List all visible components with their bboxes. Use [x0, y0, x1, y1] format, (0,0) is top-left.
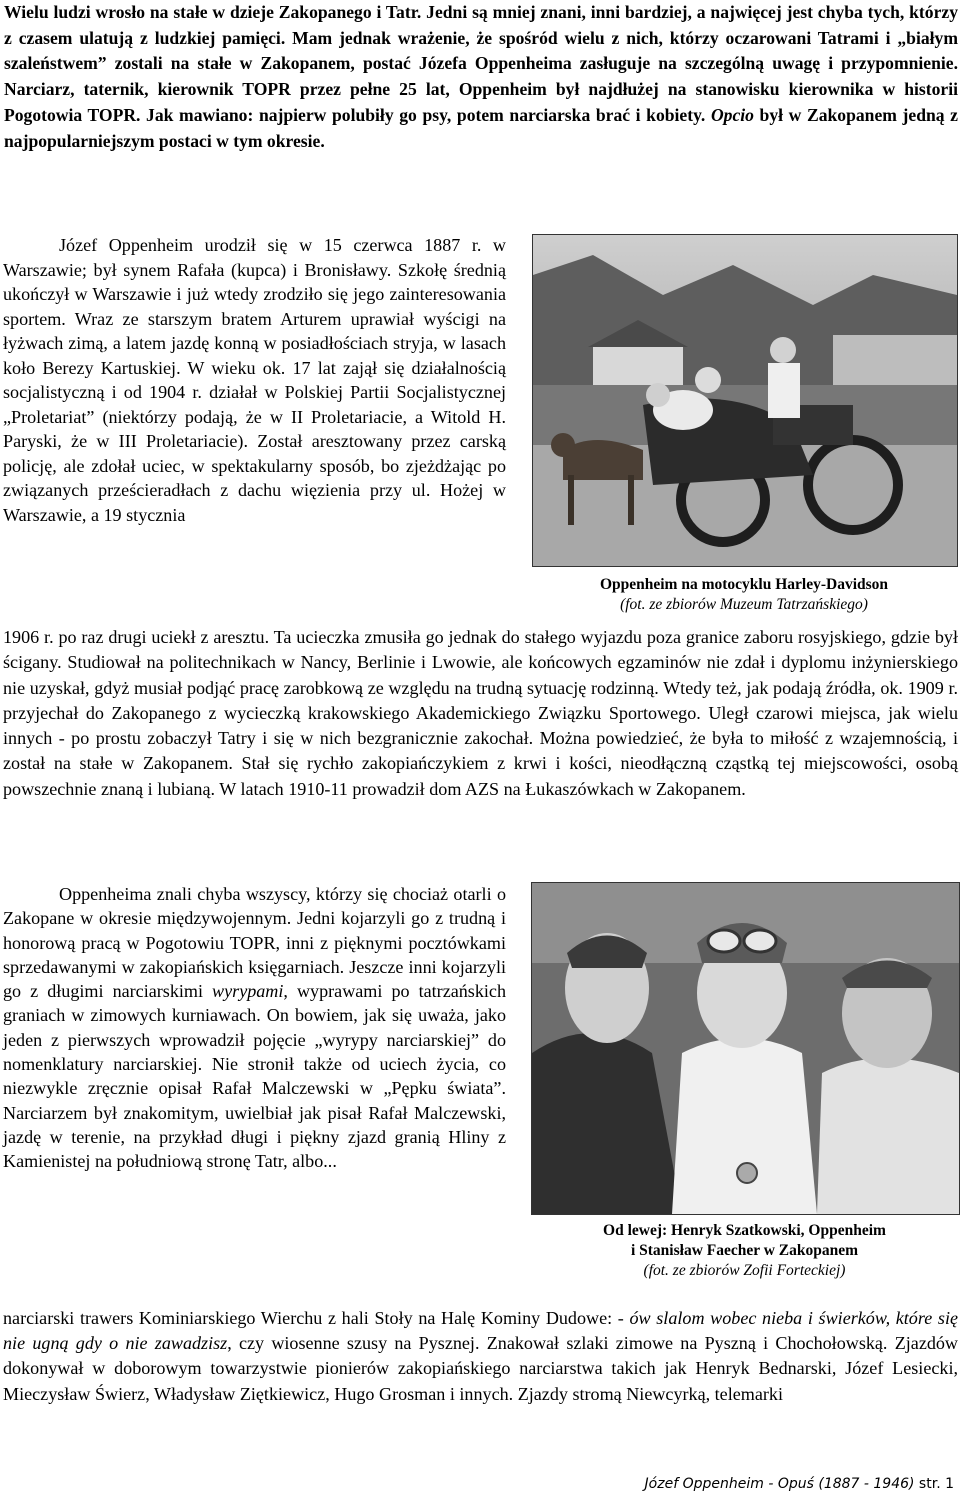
- intro-nickname: Opcio: [710, 104, 754, 125]
- page-number: str. 1: [914, 1476, 954, 1492]
- recognition-text-b: , wyprawami po tatrzańskich graniach w zimowych kurniawach. On bowiem, jak się uważa, jako jeden z pierwszych wprowadził pojęcie „wyrypy narciarskiej” do nomenklatury narciarskiej. Nie stronił także od uciech życia, co niezwykle zręcznie opisał Rafał Malczewski w „Pępku świata”. Narciarzem był znakomitym, uwielbiał jak pisał Rafał Malczewski, jazdę w terenie, na przykład długi i piękny zjazd granią Hliny z Kamienistej na południową stronę Tatr, albo...: [3, 981, 506, 1172]
- page-footer: [645, 1476, 954, 1492]
- biography-paragraph-continued: 1906 r. po raz drugi uciekł z aresztu. Ta ucieczka zmusiła go jednak do stałego wyjazdu poza granice zaboru rosyjskiego, gdzie był ścigany. Studiował na politechnikach w Nancy, Berlinie i Lwowie, ale końcowych egzaminów nie zdał i dyplomu inżynierskiego nie uzyskał, gdyż musiał podjąć pracę zarobkową ze względu na trudną sytuację rodzinną. Wtedy też, jak podają źródła, ok. 1909 r. przyjechał do Zakopanego z wycieczką krakowskiego Akademickiego Związku Sportowego. Uległ czarowi miejsca, jak wielu innych - po prostu zobaczył Tatry i się w nich bezgranicznie zakochał. Można powiedzieć, że była to miłość z wzajemnością, i został na stałe w Zakopanem. Stał się rychło zakopiańczykiem z krwi i kości, nieodłączną cząstką tej miejscowości, osobą powszechnie znaną i lubianą. W latach 1910-11 prowadził dom AZS na Łukaszówkach w Zakopanem.: [3, 627, 958, 799]
- recognition-full-width-text: [3, 1306, 958, 1407]
- skiing-text-a: narciarski trawers Kominiarskiego Wierchu z hali Stoły na Halę Kominy Dudowe: -: [3, 1308, 630, 1328]
- footer-title: Józef Oppenheim - Opuś (1887 - 1946): [644, 1476, 915, 1492]
- skiing-text-b: , czy wiosenne szusy na Pysznej. Znakował szlaki zimowe na Pyszną i Chochołowską. Zjazdów dokonywał w doborowym towarzystwie pionierów zakopiańskiego narciarstwa takich jak Henryk Bednarski, Józef Lesiecki, Mieczysław Świerz, Władysław Ziętkiewicz, Hugo Grosman i innych. Zjazdy stromą Niewcyrką, telemarki: [3, 1333, 959, 1404]
- recognition-emphasis: wyrypami: [212, 981, 284, 1002]
- recognition-paragraph-start: [3, 882, 506, 1174]
- intro-text-end: był w Zakopanem jedną z najpopularniejszym postaci w tym okresie.: [4, 104, 958, 151]
- intro-paragraph: [4, 0, 958, 154]
- caption-title-line1: Od lewej: Henryk Szatkowski, Oppenheim: [603, 1222, 886, 1239]
- caption-source: (fot. ze zbiorów Zofii Forteckiej): [643, 1262, 846, 1279]
- recognition-paragraph-continued: [3, 1306, 958, 1407]
- recognition-text-a: Oppenheima znali chyba wszyscy, którzy się chociaż otarli o Zakopane w okresie międzywojennym. Jedni kojarzyli go z trudną i honorową pracą w Pogotowiu TOPR, inni z pięknymi pocztówkami sprzedawanymi w zakopiańskich księgarniach. Jeszcze inni kojarzyli go z długimi narciarskimi: [3, 884, 506, 1002]
- caption-source: (fot. ze zbiorów Muzeum Tatrzańskiego): [620, 596, 868, 613]
- biography-full-width-text: [3, 625, 958, 802]
- motorcycle-photo: [532, 234, 958, 567]
- motorcycle-photo-caption: [532, 575, 956, 615]
- group-portrait-photo: [531, 882, 960, 1215]
- intro-text: Wielu ludzi wrosło na stałe w dzieje Zakopanego i Tatr. Jedni są mniej znani, inni bardziej, a najwięcej jest chyba tych, którzy z czasem ulatują z ludzkiej pamięci. Mam jednak wrażenie, że spośród wielu z nich, którzy oczarowani Tatrami i „białym szaleństwem” zostali na stałe w Zakopanem, postać Józefa Oppenheima zasługuje na szczególną uwagę i przypomnienie. Narciarz, taternik, kierownik TOPR przez pełne 25 lat, Oppenheim był najdłużej na stanowisku kierownika w historii Pogotowia TOPR. Jak mawiano: najpierw polubiły go psy, potem narciarska brać i kobiety.: [4, 2, 958, 125]
- group-portrait-caption: [531, 1221, 958, 1281]
- biography-column-text: [3, 233, 506, 527]
- caption-title: Oppenheim na motocyklu Harley-Davidson: [599, 576, 889, 593]
- recognition-column-text: [3, 882, 506, 1174]
- biography-paragraph-start: Józef Oppenheim urodził się w 15 czerwca 1887 r. w Warszawie; był synem Rafała (kupca) i Bronisławy. Szkołę średnią ukończył w Warszawie i już wtedy zrodziło się jego zainteresowania sportem. Wraz ze starszym bratem Arturem uprawiał wyścigi na łyżwach zimą, a latem jazdę konną w posiadłościach stryja, w lasach koło Berezy Kartuskiej. W wieku ok. 17 lat zajął się działalnością socjalistyczną i od 1904 r. działał w Polskiej Partii Socjalistycznej „Proletariat” (niektórzy podają, że w II Proletariacie, a Witold H. Paryski, że w III Proletariacie). Został aresztowany przez carską policję, ale zdołał uciec, w spektakularny sposób, bo zjeżdżając po związanych prześcieradłach z dachu więzienia przy ul. Hożej w Warszawie, a 19 stycznia: [3, 235, 506, 525]
- skiing-quote: ów slalom wobec nieba i świerków, które się nie ugną gdy o nie zawadzisz: [3, 1308, 959, 1354]
- caption-title-line2: i Stanisław Faecher w Zakopanem: [630, 1242, 859, 1259]
